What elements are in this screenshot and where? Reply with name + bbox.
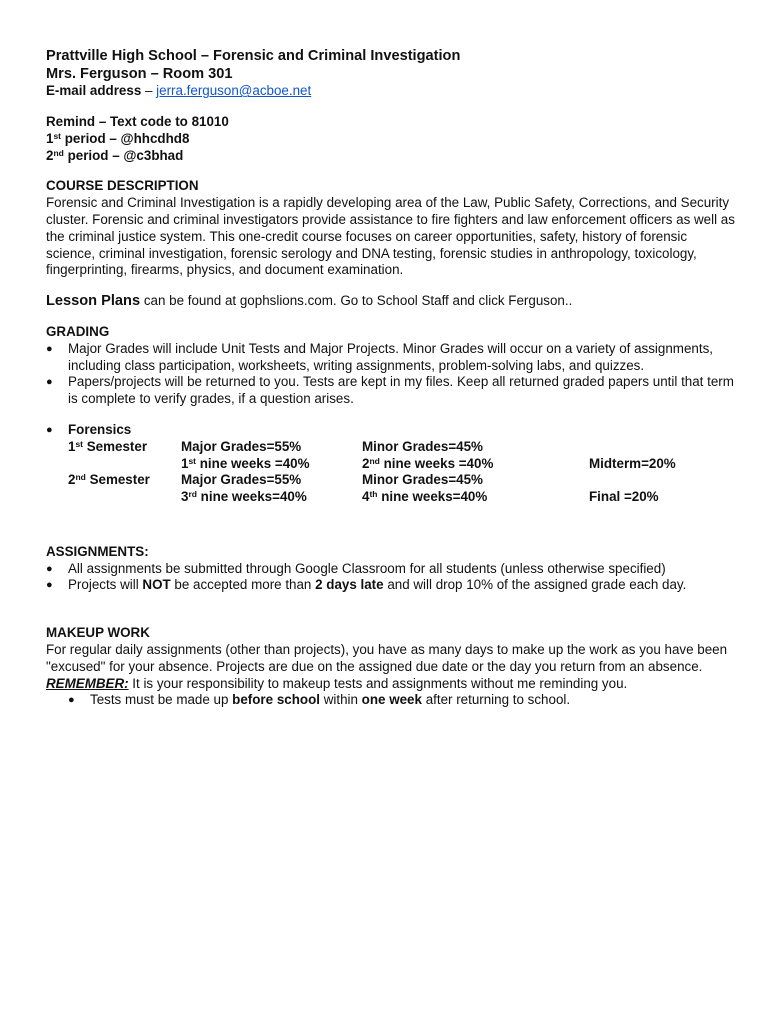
- course-description-heading: COURSE DESCRIPTION: [46, 178, 199, 194]
- makeup-list: [46, 692, 736, 709]
- list-item: ● Major Grades will include Unit Tests and Major Projects. Minor Grades will occur on a variety of assignments, including class participation, worksheets, writing assignments, problem-solving labs, and quizzes.: [46, 341, 736, 375]
- nine-weeks-3: 3rd nine weeks=40%: [181, 489, 307, 505]
- email-separator: –: [141, 83, 157, 99]
- course-title: Prattville High School – Forensic and Criminal Investigation: [46, 48, 461, 64]
- email-label: E-mail address: [46, 83, 142, 99]
- semester-1-major: Major Grades=55%: [181, 438, 302, 454]
- semester-1-label: 1st Semester: [68, 438, 148, 454]
- midterm-weight: Midterm=20%: [589, 455, 676, 471]
- list-item: ● Projects will NOT be accepted more than 2 days late and will drop 10% of the assigned grade each day.: [46, 577, 736, 594]
- document-page: [46, 48, 736, 709]
- nine-weeks-2: 2nd nine weeks =40%: [362, 455, 494, 471]
- remind-period-2: 2nd period – @c3bhad: [46, 147, 184, 163]
- list-item: ● Papers/projects will be returned to you. Tests are kept in my files. Keep all returned graded papers until that term is complete to verify grades, if a question arises.: [46, 374, 736, 408]
- remember-line: [46, 676, 736, 693]
- makeup-body: For regular daily assignments (other than projects), you have as many days to make up the work as you have been "excused" for your absence. Projects are due on the assigned due date or the day you return from an absence.: [46, 641, 728, 674]
- remind-title: Remind – Text code to 81010: [46, 113, 229, 129]
- nine-weeks-1: 1st nine weeks =40%: [181, 455, 310, 471]
- assignments-heading: ASSIGNMENTS:: [46, 543, 149, 559]
- assignments-list: [46, 561, 736, 595]
- forensics-list: [46, 422, 736, 439]
- grading-list: [46, 341, 736, 408]
- semester-1-minor: Minor Grades=45%: [362, 438, 483, 454]
- lesson-plans-line: [46, 293, 736, 310]
- course-description-body: Forensic and Criminal Investigation is a rapidly developing area of the Law, Public Safety, Corrections, and Security cluster. Forensic and criminal investigators provide assistance to fire fighters and law enforcement officers as well as the criminal justice system. This one-credit course focuses on career opportunities, safety, history of forensic science, criminal investigation, forensic serology and DNA testing, forensic studies in anthropology, toxicology, fingerprinting, firearms, physics, and document examination.: [46, 195, 735, 278]
- list-item: ● All assignments be submitted through Google Classroom for all students (unless otherwise specified): [46, 561, 736, 578]
- remember-text: It is your responsibility to makeup tests and assignments without me reminding you.: [128, 675, 628, 691]
- makeup-heading: MAKEUP WORK: [46, 625, 150, 641]
- grade-weights-table: [46, 439, 736, 523]
- lesson-plans-text: can be found at gophslions.com. Go to School Staff and click Ferguson..: [140, 293, 573, 309]
- email-line: [46, 83, 736, 100]
- semester-2-minor: Minor Grades=45%: [362, 472, 483, 488]
- nine-weeks-4: 4th nine weeks=40%: [362, 489, 488, 505]
- teacher-room: Mrs. Ferguson – Room 301: [46, 65, 233, 82]
- semester-2-major: Major Grades=55%: [181, 472, 302, 488]
- list-item: ● Tests must be made up before school within one week after returning to school.: [68, 692, 736, 709]
- grading-heading: GRADING: [46, 323, 110, 339]
- email-link[interactable]: jerra.ferguson@acboe.net: [156, 83, 312, 99]
- final-weight: Final =20%: [589, 489, 659, 505]
- remember-label: REMEMBER:: [46, 675, 129, 691]
- semester-2-label: 2nd Semester: [68, 472, 150, 488]
- forensics-label: ● Forensics: [46, 422, 736, 439]
- remind-period-1: 1st period – @hhcdhd8: [46, 130, 190, 146]
- lesson-plans-label: Lesson Plans: [46, 293, 141, 310]
